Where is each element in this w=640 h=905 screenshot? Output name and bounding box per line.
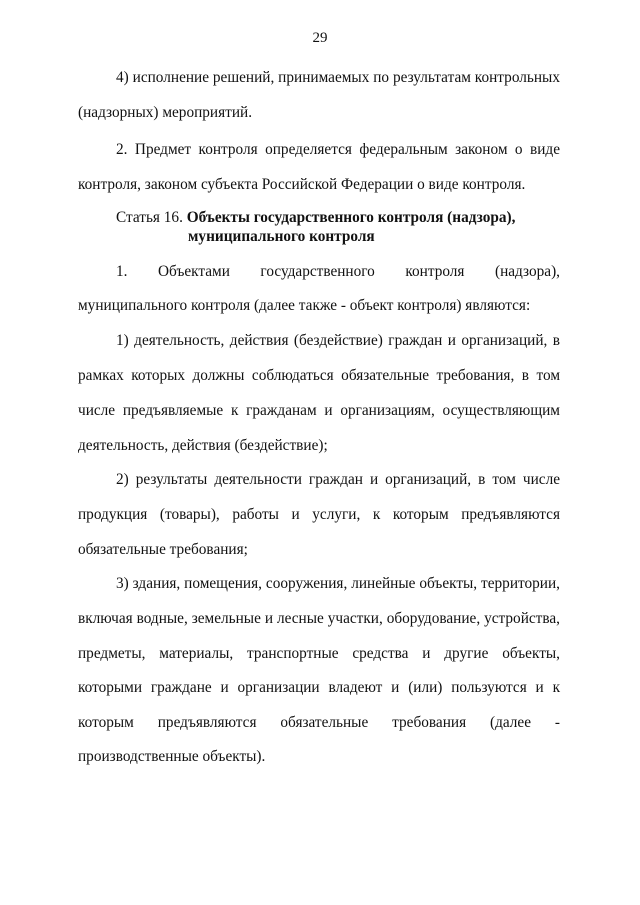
paragraph-line: которыми граждане и организации владеют и (или) пользуются и к: [78, 679, 560, 696]
paragraph-line: 4) исполнение решений, принимаемых по результатам контрольных: [116, 69, 560, 86]
paragraph-line: 1) деятельность, действия (бездействие) граждан и организаций, в: [116, 332, 560, 349]
page-number: 29: [312, 30, 328, 46]
paragraph-line: предметы, материалы, транспортные средства и другие объекты,: [78, 645, 560, 662]
paragraph-line: производственные объекты).: [78, 748, 266, 765]
paragraph-line: 2. Предмет контроля определяется федеральным законом о виде: [116, 141, 560, 158]
article-heading: [116, 208, 515, 228]
paragraph-line: рамках которых должны соблюдаться обязательные требования, в том: [78, 367, 560, 384]
paragraph-line: обязательные требования;: [78, 541, 248, 558]
paragraph-line: числе предъявляемые к гражданам и организациям, осуществляющим: [78, 402, 560, 419]
paragraph-line: муниципального контроля (далее также - объект контроля) являются:: [78, 297, 531, 314]
paragraph-line: 3) здания, помещения, сооружения, линейные объекты, территории,: [116, 575, 560, 592]
paragraph-line: включая водные, земельные и лесные участки, оборудование, устройства,: [78, 610, 560, 627]
paragraph-line: контроля, законом субъекта Российской Федерации о виде контроля.: [78, 176, 526, 193]
article-title-line-1: Объекты государственного контроля (надзора),: [186, 209, 516, 226]
article-number: Статья 16.: [116, 209, 183, 226]
paragraph-line: 1. Объектами государственного контроля (надзора),: [116, 263, 560, 280]
paragraph-line: (надзорных) мероприятий.: [78, 104, 253, 121]
paragraph-line: продукция (товары), работы и услуги, к которым предъявляются: [78, 506, 560, 523]
article-title-line-2: муниципального контроля: [188, 228, 375, 245]
paragraph-line: которым предъявляются обязательные требования (далее -: [78, 714, 560, 731]
paragraph-line: деятельность, действия (бездействие);: [78, 437, 328, 454]
paragraph-line: 2) результаты деятельности граждан и организаций, в том числе: [116, 471, 560, 488]
